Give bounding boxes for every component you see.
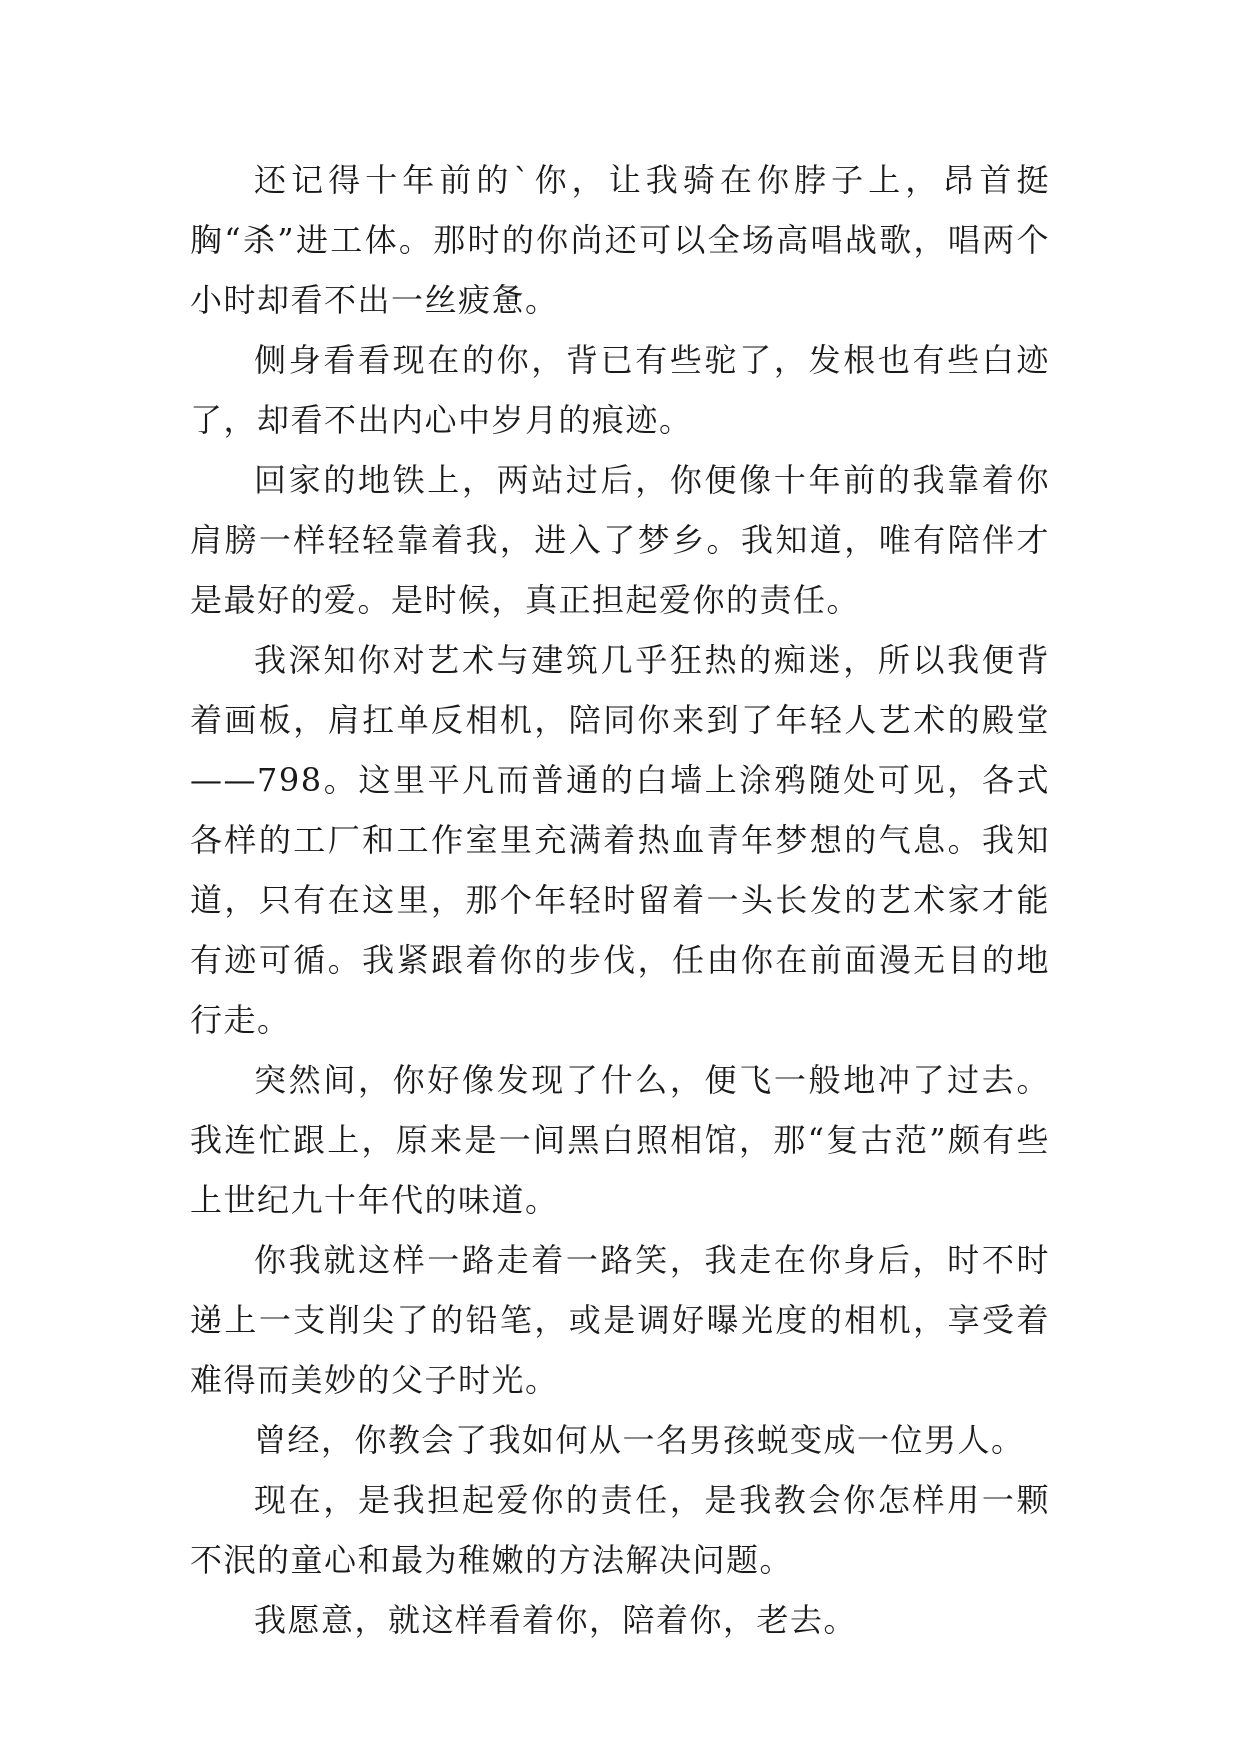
paragraph: 我愿意，就这样看着你，陪着你，老去。	[254, 1601, 858, 1639]
paragraph: 你我就这样一路走着一路笑，我走在你身后，时不时递上一支削尖了的铅笔，或是调好曝光度的相机，享受着难得而美妙的父子时光。	[190, 1241, 1050, 1399]
paragraph: 回家的地铁上，两站过后，你便像十年前的我靠着你肩膀一样轻轻靠着我，进入了梦乡。我知道，唯有陪伴才是最好的爱。是时候，真正担起爱你的责任。	[190, 461, 1050, 619]
paragraph: 还记得十年前的`你，让我骑在你脖子上，昂首挺胸“杀”进工体。那时的你尚还可以全场高唱战歌，唱两个小时却看不出一丝疲惫。	[190, 161, 1050, 319]
paragraph: 现在，是我担起爱你的责任，是我教会你怎样用一颗不泯的童心和最为稚嫩的方法解决问题。	[190, 1481, 1050, 1579]
paragraph: 我深知你对艺术与建筑几乎狂热的痴迷，所以我便背着画板，肩扛单反相机，陪同你来到了年轻人艺术的殿堂——798。这里平凡而普通的白墙上涂鸦随处可见，各式各样的工厂和工作室里充满着热血青年梦想的气息。我知道，只有在这里，那个年轻时留着一头长发的艺术家才能有迹可循。我紧跟着你的步伐，任由你在前面漫无目的地行走。	[190, 641, 1050, 1039]
paragraph: 曾经，你教会了我如何从一名男孩蜕变成一位男人。	[254, 1421, 1025, 1459]
paragraph: 突然间，你好像发现了什么，便飞一般地冲了过去。我连忙跟上，原来是一间黑白照相馆，那“复古范”颇有些上世纪九十年代的味道。	[190, 1061, 1050, 1219]
paragraph: 侧身看看现在的你，背已有些驼了，发根也有些白迹了，却看不出内心中岁月的痕迹。	[190, 341, 1050, 439]
document-body	[190, 150, 1050, 1650]
